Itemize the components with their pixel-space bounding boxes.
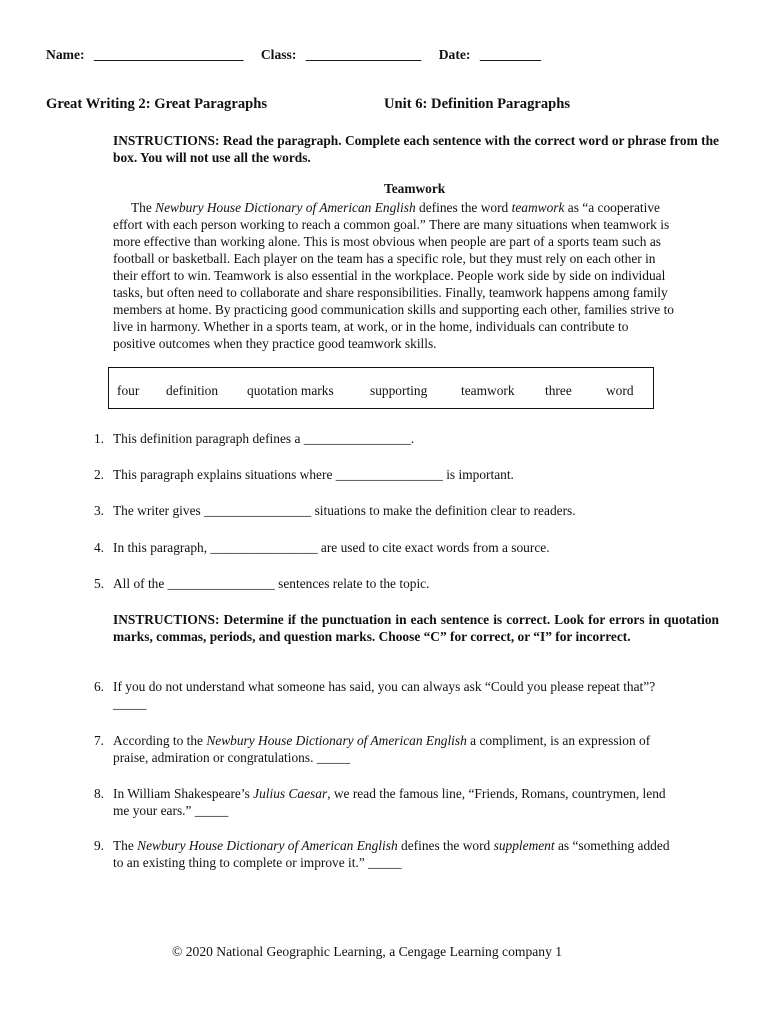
term-supplement: supplement [493,838,555,853]
word-bank-item: supporting [370,383,428,398]
question-text: The writer gives ________________ situations to make the definition clear to readers. [113,503,576,518]
passage-title: Teamwork [384,181,446,196]
question-text: All of the ________________ sentences relate to the topic. [113,576,430,591]
copyright-footer: © 2020 National Geographic Learning, a Cengage Learning company 1 [172,944,563,959]
student-info-line [46,47,547,63]
name-label: Name: [46,47,85,62]
word-bank-item: three [545,383,572,398]
passage-line: tasks, but often need to collaborate and share responsibilities. Finally, teamwork happens among family [113,285,668,300]
passage-line: more effective than working alone. This is most obvious when people are part of a sports team such as [113,234,662,249]
question-text: This paragraph explains situations where ________________ is important. [113,467,514,482]
question-text: In this paragraph, ________________ are used to cite exact words from a source. [113,540,550,555]
word-bank-box [108,367,654,409]
question-text: This definition paragraph defines a ________________. [113,431,415,446]
question-text-cont: praise, admiration or congratulations. _____ [113,750,351,765]
instructions-part-1: INSTRUCTIONS: Read the paragraph. Complete each sentence with the correct word or phrase from the box. You will not use all the words. [113,133,719,165]
name-blank: ______________________ [93,47,244,62]
term-teamwork: teamwork [511,200,565,215]
word-bank-item: definition [166,383,219,398]
book-title: Great Writing 2: Great Paragraphs [46,96,268,112]
dictionary-title: Newbury House Dictionary of American English [137,838,398,853]
passage-line: football or basketball. Each player on the team has a specific role, but they must rely on each other in [113,251,656,266]
question-text-cont: me your ears.” _____ [113,803,229,818]
date-blank: _________ [479,47,541,62]
word-bank-item: four [117,383,140,398]
play-title: Julius Caesar [253,786,328,801]
instructions-part-2: INSTRUCTIONS: Determine if the punctuation in each sentence is correct. Look for errors in quotation marks, commas, periods, and question marks. Choose “C” for correct, or “I” for incorrect. [113,612,719,644]
passage-line: positive outcomes when they practice good teamwork skills. [113,336,437,351]
dictionary-title: Newbury House Dictionary of American English [206,733,467,748]
question-text: According to the Newbury House Dictionary of American English a compliment, is an expression of [113,733,651,748]
question-text: The Newbury House Dictionary of American English defines the word supplement as “something added [113,838,670,853]
word-bank-item: word [606,383,634,398]
passage-line: their effort to win. Teamwork is also essential in the workplace. People work side by side on individual [113,268,666,283]
question-text-cont: to an existing thing to complete or improve it.” _____ [113,855,402,870]
answer-blank: _____ [113,696,147,711]
passage-line: live in harmony. Whether in a sports team, at work, or in the home, individuals can contribute to [113,319,629,334]
unit-title: Unit 6: Definition Paragraphs [384,96,571,112]
passage-line: members at home. By practicing good communication skills and supporting each other, families strive to [113,302,675,317]
passage-line-1: The Newbury House Dictionary of American English defines the word teamwork as “a cooperative [131,200,660,215]
passage-line: effort with each person working to reach a common goal.” There are many situations when teamwork is [113,217,670,232]
class-blank: _________________ [305,47,422,62]
word-bank-item: quotation marks [247,383,334,398]
dictionary-title: Newbury House Dictionary of American English [155,200,416,215]
question-text: If you do not understand what someone has said, you can always ask “Could you please repeat that”? [113,679,656,694]
word-bank-item: teamwork [461,383,515,398]
class-label: Class: [260,47,297,62]
date-label: Date: [438,47,471,62]
question-text: In William Shakespeare’s Julius Caesar, we read the famous line, “Friends, Romans, countrymen, lend [113,786,666,801]
